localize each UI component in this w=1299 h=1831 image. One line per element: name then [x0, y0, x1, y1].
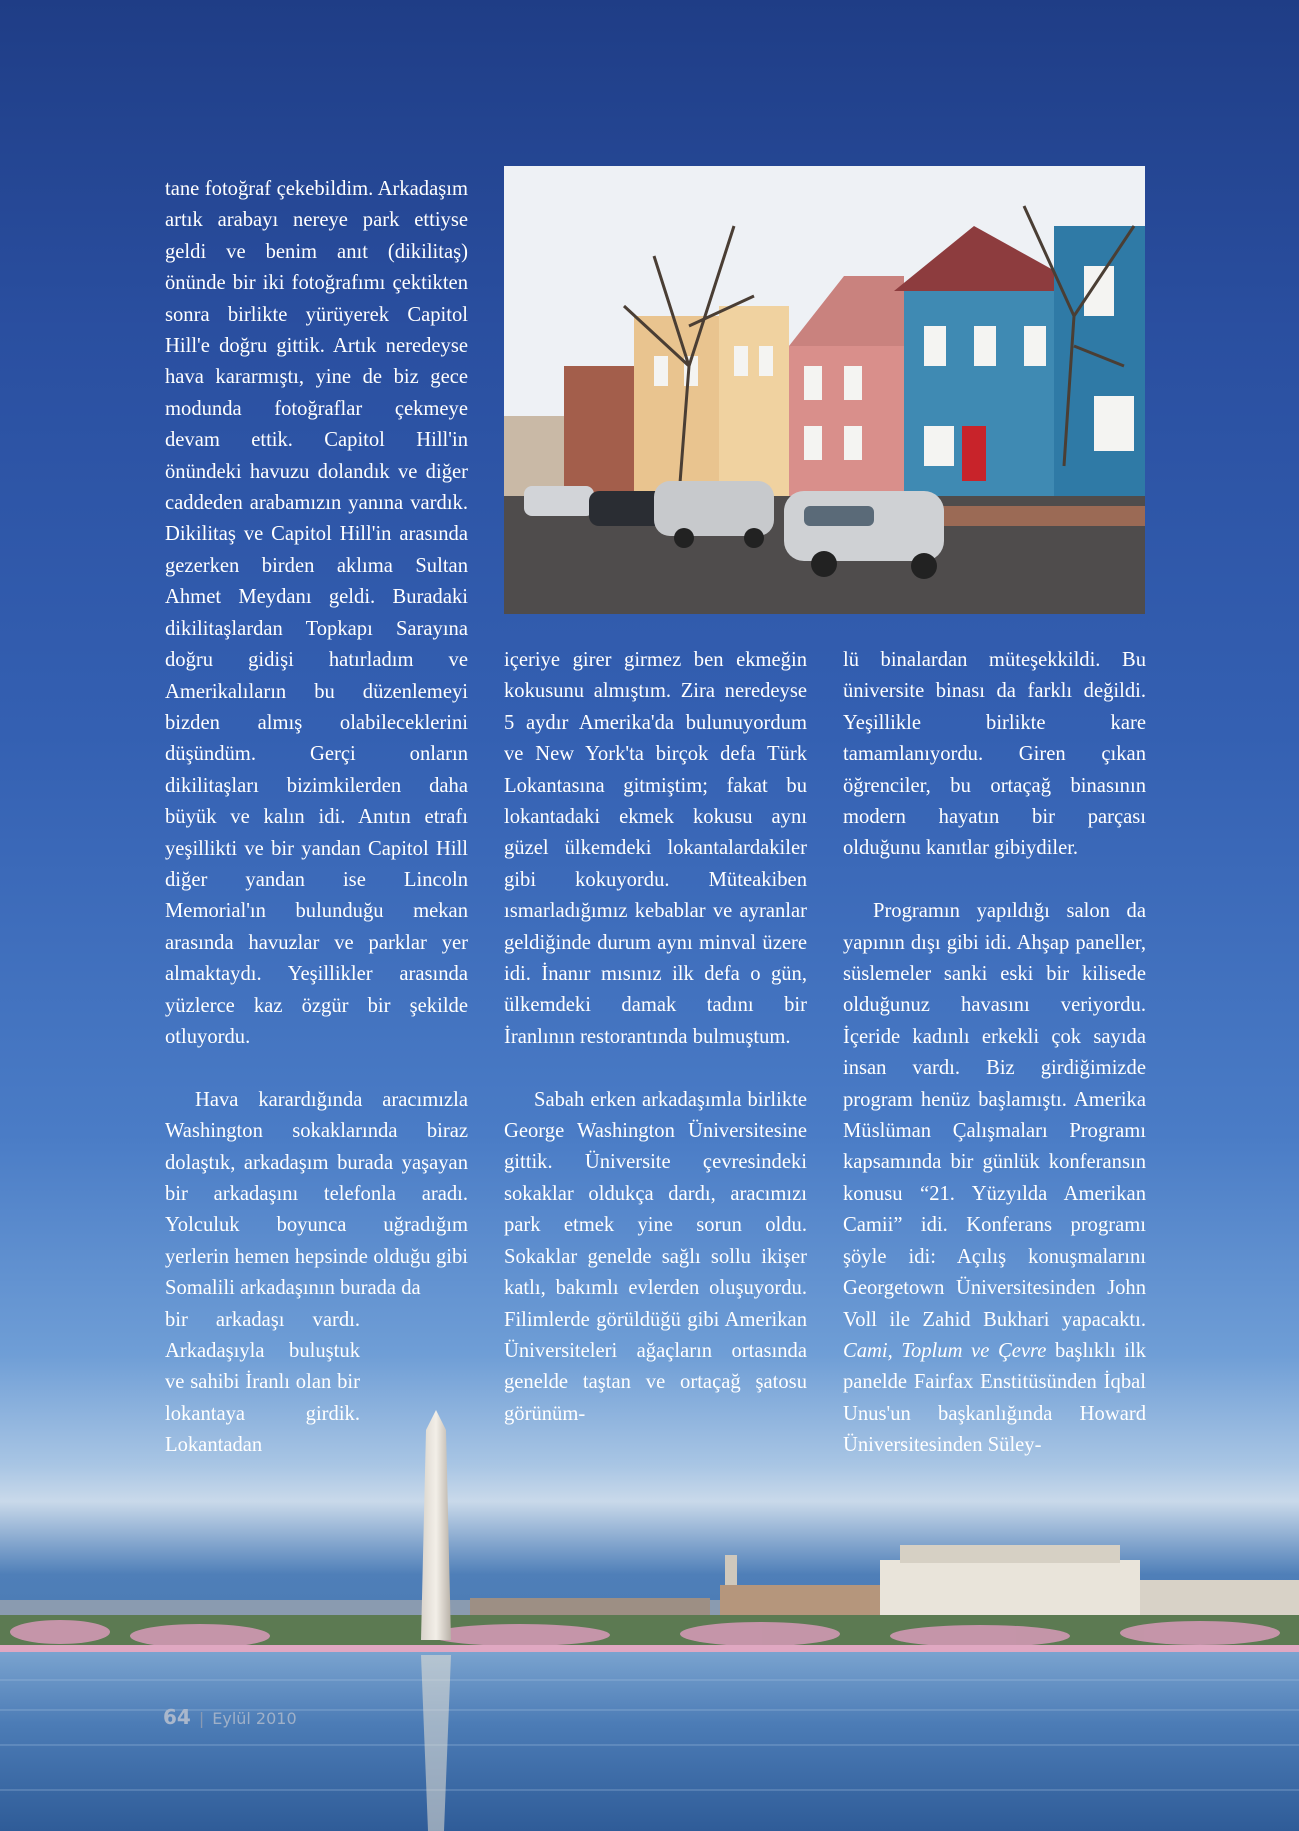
- article-paragraph: [165, 1085, 468, 1305]
- article-paragraph: [843, 896, 1146, 1461]
- article-paragraph-wrap-around-monument: bir arkadaşı vardı. Arkadaşıyla buluştuk ve sahibi İranlı olan bir lokantaya girdik. Lokantadan: [165, 1308, 360, 1457]
- article-column-1: [165, 174, 468, 1493]
- row-houses-photo: [504, 166, 1145, 614]
- article-paragraph: lü binalardan müteşekkildi. Bu üniversite binası da farklı değildi. Yeşillikle birlikte kare tamamlanıyordu. Giren çıkan öğrenciler, bu ortaçağ binasının modern hayatın bir parçası olduğunu kanıtlar gibiydiler.: [843, 649, 1146, 860]
- article-column-3: [843, 645, 1146, 1493]
- panel-title-italic: Cami, Toplum ve Çevre: [843, 1339, 1047, 1362]
- article-paragraph: içeriye girer girmez ben ekmeğin kokusunu almıştım. Zira neredeyse 5 aydır Amerika'da bulunuyordum ve New York'ta birçok defa Türk Lokantasına gitmiştim; fakat bu lokantadaki ekmek kokusu aynı güzel ülkemdeki lokantalardakiler gibi kokuyordu. Müteakiben ısmarladığımız kebablar ve ayranlar geldiğinde durum aynı minval üzere idi. İnanır mısınız ilk defa o gün, ülkemdeki damak tadını bir İranlının restorantında bulmuştum.: [504, 649, 807, 1048]
- page-footer: [163, 1705, 297, 1729]
- article-paragraph: tane fotoğraf çekebildim. Arkadaşım artık arabayı nereye park ettiyse geldi ve benim anıt (dikilitaş) önünde bir iki fotoğrafımı çektikten sonra birlikte yürüyerek Capitol Hill'e doğru gittik. Artık neredeyse hava kararmıştı, yine de biz gece modunda fotoğraflar çekmeye devam ettik. Capitol Hill'in önündeki havuzu dolandık ve diğer caddeden arabamızın yanına vardık. Dikilitaş ve Capitol Hill'in arasında gezerken birden aklıma Sultan Ahmet Meydanı geldi. Buradaki dikilitaşlardan Topkapı Sarayına doğru gidişi hatırladım ve Amerikalıların bu düzenlemeyi bizden almış olabileceklerini düşündüm. Gerçi onların dikilitaşları bizimkilerden daha büyük ve kalın idi. Anıtın etrafı yeşillikti ve bir yandan Capitol Hill diğer yandan ise Lincoln Memorial'ın bulunduğu mekan arasında havuzlar ve parklar yer almaktaydı. Yeşillikler arasında yüzlerce kaz özgür bir şekilde otluyordu.: [165, 178, 468, 1048]
- article-paragraph-text: başlıklı ilk panelde Fairfax Enstitüsünden İqbal Unus'un başkanlığında Howard Üniversitesinden Süley-: [843, 1339, 1146, 1457]
- issue-date: Eylül 2010: [212, 1709, 297, 1728]
- footer-separator: |: [198, 1709, 205, 1728]
- article-paragraph: Sabah erken arkadaşımla birlikte George Washington Üniversitesine gittik. Üniversite çevresindeki sokaklar oldukça dardı, aracımızı park etmek yine sorun oldu. Sokaklar genelde sağlı sollu ikişer katlı, bakımlı evlerden oluşuyordu. Filimlerde görüldüğü gibi Amerikan Üniversiteleri ağaçların ortasında genelde taştan ve ortaçağ şatosu görünüm-: [504, 1088, 807, 1425]
- article-paragraph-text: Programın yapıldığı salon da yapının dışı gibi idi. Ahşap paneller, süslemeler sanki eski bir kilisede olduğunuz havasını veriyordu. İçeride kadınlı erkekli çok sayıda insan vardı. Biz girdiğimizde program henüz başlamıştı. Amerika Müslüman Çalışmaları Programı kapsamında bir günlük konferansın konusu “21. Yüzyılda Amerikan Camii” idi. Konferans programı şöyle idi: Açılış konuşmalarını Georgetown Üniversitesinden John Voll ile Zahid Bukhari yapacaktı.: [843, 900, 1146, 1331]
- article-column-2: [504, 645, 807, 1462]
- page-number: 64: [163, 1705, 191, 1729]
- article-paragraph-text: Hava karardığında aracımızla Washington sokaklarında biraz dolaştık, arkadaşım burada yaşayan bir arkadaşını telefonla aradı. Yolculuk boyunca uğradığım yerlerin hemen hepsinde olduğu gibi Somalili arkadaşının burada da: [165, 1088, 468, 1300]
